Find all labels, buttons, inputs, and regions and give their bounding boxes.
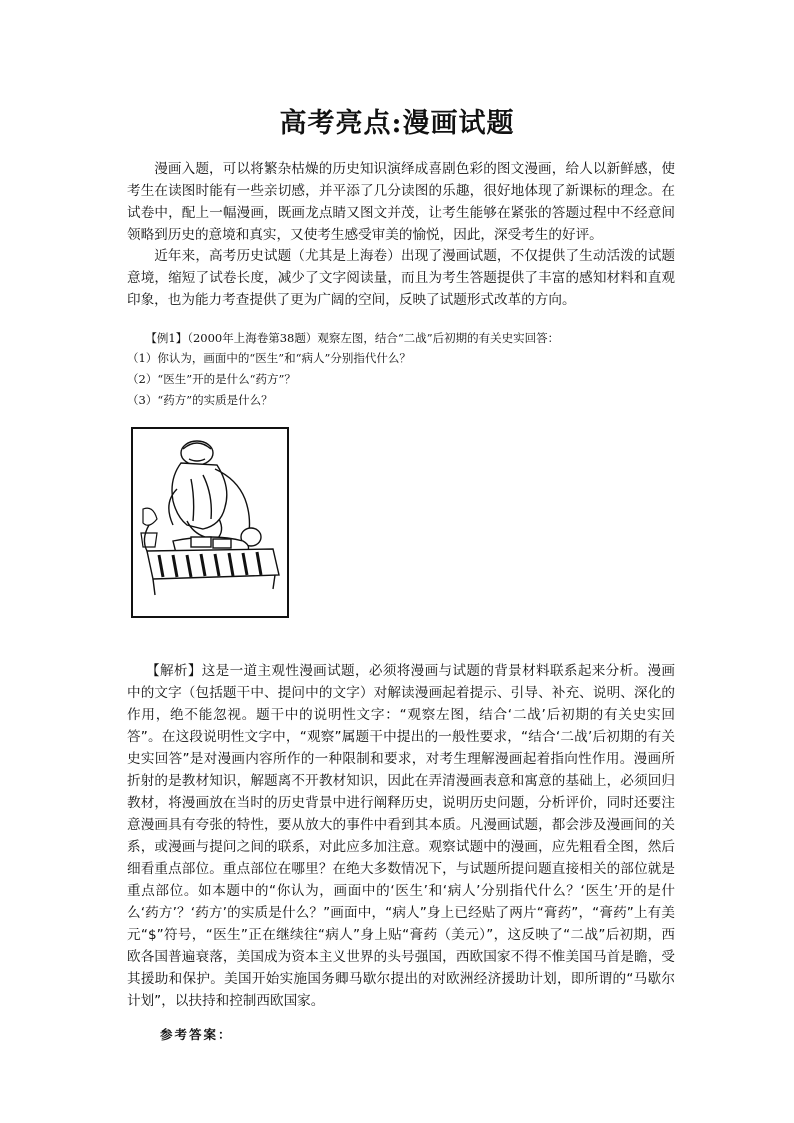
question-3: （3）“药方”的实质是什么？ xyxy=(127,393,273,407)
intro-paragraph-1: 漫画入题，可以将繁杂枯燥的历史知识演绎成喜剧色彩的图文漫画，给人以新鲜感，使考生在读图时能有一些亲切感，并平添了几分读图的乐趣，很好地体现了新课标的理念。在试卷中，配上一幅漫画，既画龙点睛又图文并茂，让考生能够在紧张的答题过程中不经意间领略到历史的意境和真实，又使考生感受审美的愉悦，因此，深受考生的好评。 xyxy=(127,161,675,243)
question-1: （1）你认为，画面中的“医生”和“病人”分别指代什么？ xyxy=(127,351,411,365)
intro-paragraph-2: 近年来，高考历史试题（尤其是上海卷）出现了漫画试题，不仅提供了生动活泼的试题意境，缩短了试卷长度，减少了文字阅读量，而且为考生答题提供了丰富的感知材料和直观印象，也为能力考查提供了更为广阔的空间，反映了试题形式改革的方向。 xyxy=(127,248,675,308)
page-title: 高考亮点:漫画试题 xyxy=(279,108,515,139)
cartoon-drawing xyxy=(133,429,287,616)
example-heading: 【例1】（2000年上海卷第38题）观察左图，结合“二战”后初期的有关史实回答： xyxy=(145,331,560,345)
cartoon-image xyxy=(131,427,289,618)
question-2: （2）“医生”开的是什么“药方”？ xyxy=(127,372,296,386)
analysis-paragraph: 【解析】这是一道主观性漫画试题，必须将漫画与试题的背景材料联系起来分析。漫画中的文字（包括题干中、提问中的文字）对解读漫画起着提示、引导、补充、说明、深化的作用，绝不能忽视。题干中的说明性文字：“观察左图，结合‘二战’后初期的有关史实回答”。在这段说明性文字中，“观察”属题干中提出的一般性要求，“结合‘二战’后初期的有关史实回答”是对漫画内容所作的一种限制和要求，对考生理解漫画起着指向性作用。漫画所折射的是教材知识，解题离不开教材知识，因此在弄清漫画表意和寓意的基础上，必须回归教材，将漫画放在当时的历史背景中进行阐释历史，说明历史问题，分析评价，同时还要注意漫画具有夸张的特性，要从放大的事件中看到其本质。凡漫画试题，都会涉及漫画间的关系，或漫画与提问之间的联系，对此应多加注意。观察试题中的漫画，应先粗看全图，然后细看重点部位。重点部位在哪里？在绝大多数情况下，与试题所提问题直接相关的部位就是重点部位。如本题中的“你认为，画面中的‘医生’和‘病人’分别指代什么？‘医生’开的是什么‘药方’？‘药方’的实质是什么？”画面中，“病人”身上已经贴了两片“膏药”，“膏药”上有美元“$”符号，“医生”正在继续往“病人”身上贴“膏药（美元）”，这反映了“二战”后初期，西欧各国普遍衰落，美国成为资本主义世界的头号强国，西欧国家不得不惟美国马首是瞻，受其援助和保护。美国开始实施国务卿马歇尔提出的对欧洲经济援助计划，即所谓的“马歇尔计划”，以扶持和控制西欧国家。 xyxy=(127,663,675,1009)
answer-heading: 参考答案： xyxy=(160,1027,233,1042)
